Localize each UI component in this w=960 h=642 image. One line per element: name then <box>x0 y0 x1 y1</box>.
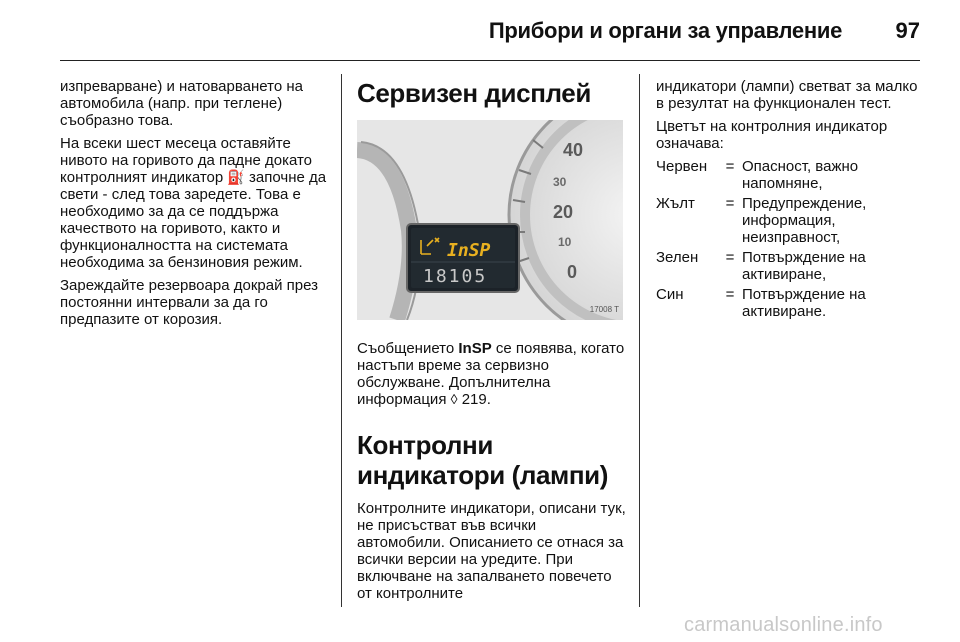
column-3 <box>656 78 926 323</box>
fuel-pump-icon: ⛽ <box>227 169 245 185</box>
color-meaning: Потвърждение на активиране. <box>742 286 866 320</box>
insp-display-text: InSP <box>447 240 491 261</box>
paragraph <box>60 135 330 271</box>
page-header <box>0 0 960 62</box>
instrument-cluster-illustration <box>357 120 623 320</box>
table-row <box>656 286 926 320</box>
odometer-display: 18105 <box>423 266 488 287</box>
equals-sign: = <box>725 249 735 266</box>
paragraph: изпреварване) и натоварването на автомобила (напр. при теглене) съобразно това. <box>60 78 303 129</box>
table-row <box>656 195 926 246</box>
color-meaning: Предупреждение, информация, неизправност, <box>742 195 867 246</box>
color-meaning: Потвърждение на активиране, <box>742 249 866 283</box>
color-name: Жълт <box>656 195 695 212</box>
equals-sign: = <box>725 286 735 303</box>
column-divider-2 <box>639 74 640 607</box>
watermark: carmanualsonline.info <box>684 614 883 636</box>
color-meaning: Опасност, важно напомняне, <box>742 158 859 192</box>
gauge-label: 0 <box>567 262 578 282</box>
paragraph-text: На всеки шест месеца оставяйте нивото на горивото да падне докато контролният индикатор <box>60 135 313 186</box>
table-row <box>656 249 926 283</box>
color-name: Червен <box>656 158 708 175</box>
paragraph: индикатори (лампи) светват за малко в резултат на функционален тест. <box>656 78 918 112</box>
gauge-label: 40 <box>563 140 584 160</box>
column-2 <box>357 78 627 608</box>
paragraph-text: започне да свети - след това заредете. Това е необходимо за да се поддържа качеството на горивото, както и функционалността на системата необходима за бензиновия режим. <box>60 169 327 271</box>
table-row <box>656 158 926 192</box>
service-display-figure <box>357 120 623 320</box>
paragraph <box>357 340 627 408</box>
page-number: 97 <box>895 18 920 43</box>
color-name: Син <box>656 286 684 303</box>
section-title-warning-lights: Контролни индикатори (лампи) <box>357 430 609 490</box>
insp-bold-text: InSP <box>458 340 492 357</box>
gauge-label: 30 <box>553 175 567 189</box>
page-title: Прибори и органи за управление <box>488 18 842 43</box>
color-meaning-table <box>656 158 926 320</box>
gauge-label: 10 <box>558 235 572 249</box>
equals-sign: = <box>725 195 735 212</box>
column-divider-1 <box>341 74 342 607</box>
color-name: Зелен <box>656 249 699 266</box>
paragraph: Зареждайте резервоара докрай през постоянни интервали за да го предпазите от корозия. <box>60 277 318 328</box>
figure-number: 17008 T <box>589 305 619 314</box>
header-divider <box>60 60 920 61</box>
gauge-label: 20 <box>553 202 574 222</box>
page-reference-link[interactable]: 219. <box>461 391 491 408</box>
paragraph: Цветът на контролния индикатор означава: <box>656 118 888 152</box>
page-reference-icon: ◊ <box>450 391 458 407</box>
paragraph-text: Съобщението <box>357 340 455 357</box>
column-1 <box>60 78 330 334</box>
section-title-service-display: Сервизен дисплей <box>357 78 591 108</box>
equals-sign: = <box>725 158 735 175</box>
paragraph: Контролните индикатори, описани тук, не присъстват във всички автомобили. Описанието се отнася за всички версии на уредите. При включване на запалването повечето от контролните <box>357 500 626 602</box>
paragraph-text: се появява, когато настъпи време за сервизно обслужване. Допълнителна информация <box>357 340 625 408</box>
